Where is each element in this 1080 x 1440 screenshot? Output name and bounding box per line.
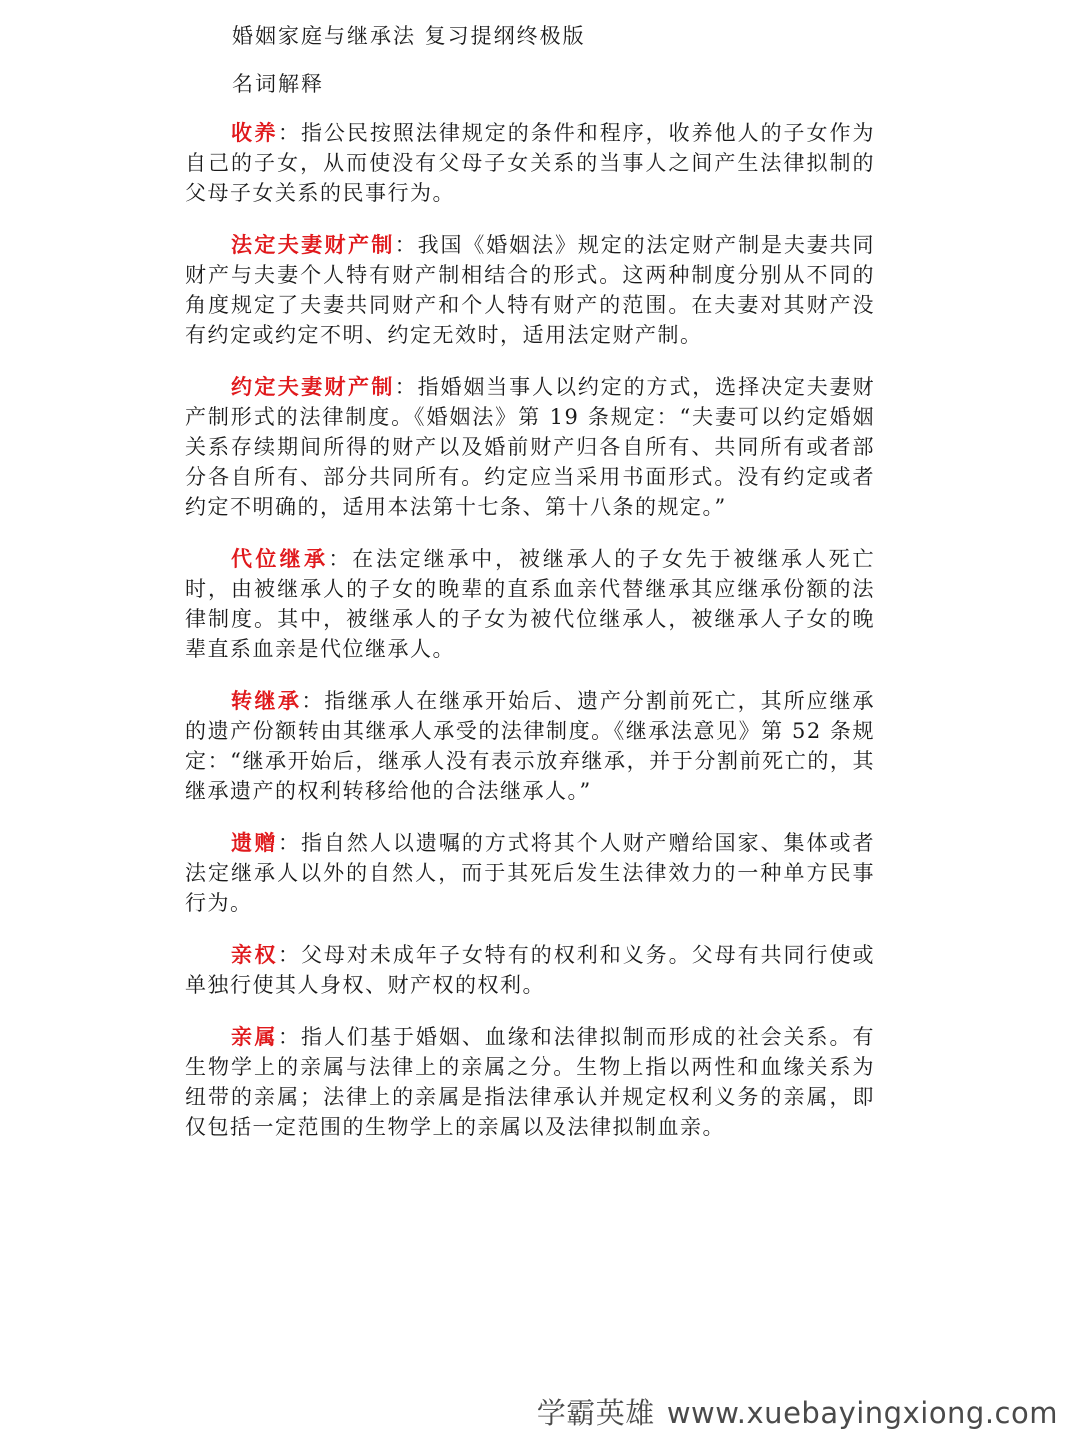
term-definition: ：指公民按照法律规定的条件和程序，收养他人的子女作为自己的子女，从而使没有父母子女关系的当事人之间产生法律拟制的父母子女关系的民事行为。 (185, 121, 876, 205)
term-definition: ：在法定继承中，被继承人的子女先于被继承人死亡时，由被继承人的子女的晚辈的直系血亲代替继承其应继承份额的法律制度。其中，被继承人的子女为被代位继承人，被继承人子女的晚辈直系血亲是代位继承人。 (185, 547, 876, 661)
term-definition: ：我国《婚姻法》规定的法定财产制是夫妻共同财产与夫妻个人特有财产制相结合的形式。这两种制度分别从不同的角度规定了夫妻共同财产和个人特有财产的范围。在夫妻对其财产没有约定或约定不明、约定无效时，适用法定财产制。 (185, 233, 876, 347)
term-name: 遗赠 (231, 830, 278, 855)
section-title: 名词解释 (232, 72, 324, 96)
term-entry-transferred-inheritance (185, 686, 875, 806)
term-entry-parental-rights (185, 940, 875, 1000)
site-name: 学霸英雄 (536, 1396, 655, 1430)
term-definition: ：指婚姻当事人以约定的方式，选择决定夫妻财产制形式的法律制度。《婚姻法》第 19 条规定：“夫妻可以约定婚姻关系存续期间所得的财产以及婚前财产归各自所有、共同所有或者部分各自所有、部分共同所有。约定应当采用书面形式。没有约定或者约定不明确的，适用本法第十七条、第十八条的规定。” (185, 375, 876, 519)
term-entry-statutory-property (185, 230, 875, 350)
term-list (185, 118, 875, 1164)
term-name: 亲权 (231, 942, 278, 967)
term-name: 约定夫妻财产制 (231, 374, 395, 399)
term-name: 亲属 (231, 1024, 278, 1049)
term-definition: ：父母对未成年子女特有的权利和义务。父母有共同行使或单独行使其人身权、财产权的权利。 (185, 943, 876, 997)
term-entry-adoption (185, 118, 875, 208)
term-name: 代位继承 (231, 546, 329, 571)
term-entry-relatives (185, 1022, 875, 1142)
term-entry-bequest (185, 828, 875, 918)
term-name: 转继承 (231, 688, 302, 713)
term-entry-subrogation-inheritance (185, 544, 875, 664)
document-title: 婚姻家庭与继承法 复习提纲终极版 (232, 24, 586, 48)
term-entry-agreed-property (185, 372, 875, 522)
term-definition: ：指自然人以遗嘱的方式将其个人财产赠给国家、集体或者法定继承人以外的自然人，而于其死后发生法律效力的一种单方民事行为。 (185, 831, 876, 915)
term-name: 收养 (231, 120, 278, 145)
site-watermark (537, 1391, 1058, 1432)
term-definition: ：指继承人在继承开始后、遗产分割前死亡，其所应继承的遗产份额转由其继承人承受的法律制度。《继承法意见》第 52 条规定：“继承开始后，继承人没有表示放弃继承，并于分割前死亡的，其继承遗产的权利转移给他的合法继承人。” (185, 689, 875, 803)
term-name: 法定夫妻财产制 (231, 232, 395, 257)
site-url: www.xuebayingxiong.com (666, 1396, 1058, 1430)
term-definition: ：指人们基于婚姻、血缘和法律拟制而形成的社会关系。有生物学上的亲属与法律上的亲属之分。生物上指以两性和血缘关系为纽带的亲属；法律上的亲属是指法律承认并规定权利义务的亲属，即仅包括一定范围的生物学上的亲属以及法律拟制血亲。 (185, 1025, 876, 1139)
